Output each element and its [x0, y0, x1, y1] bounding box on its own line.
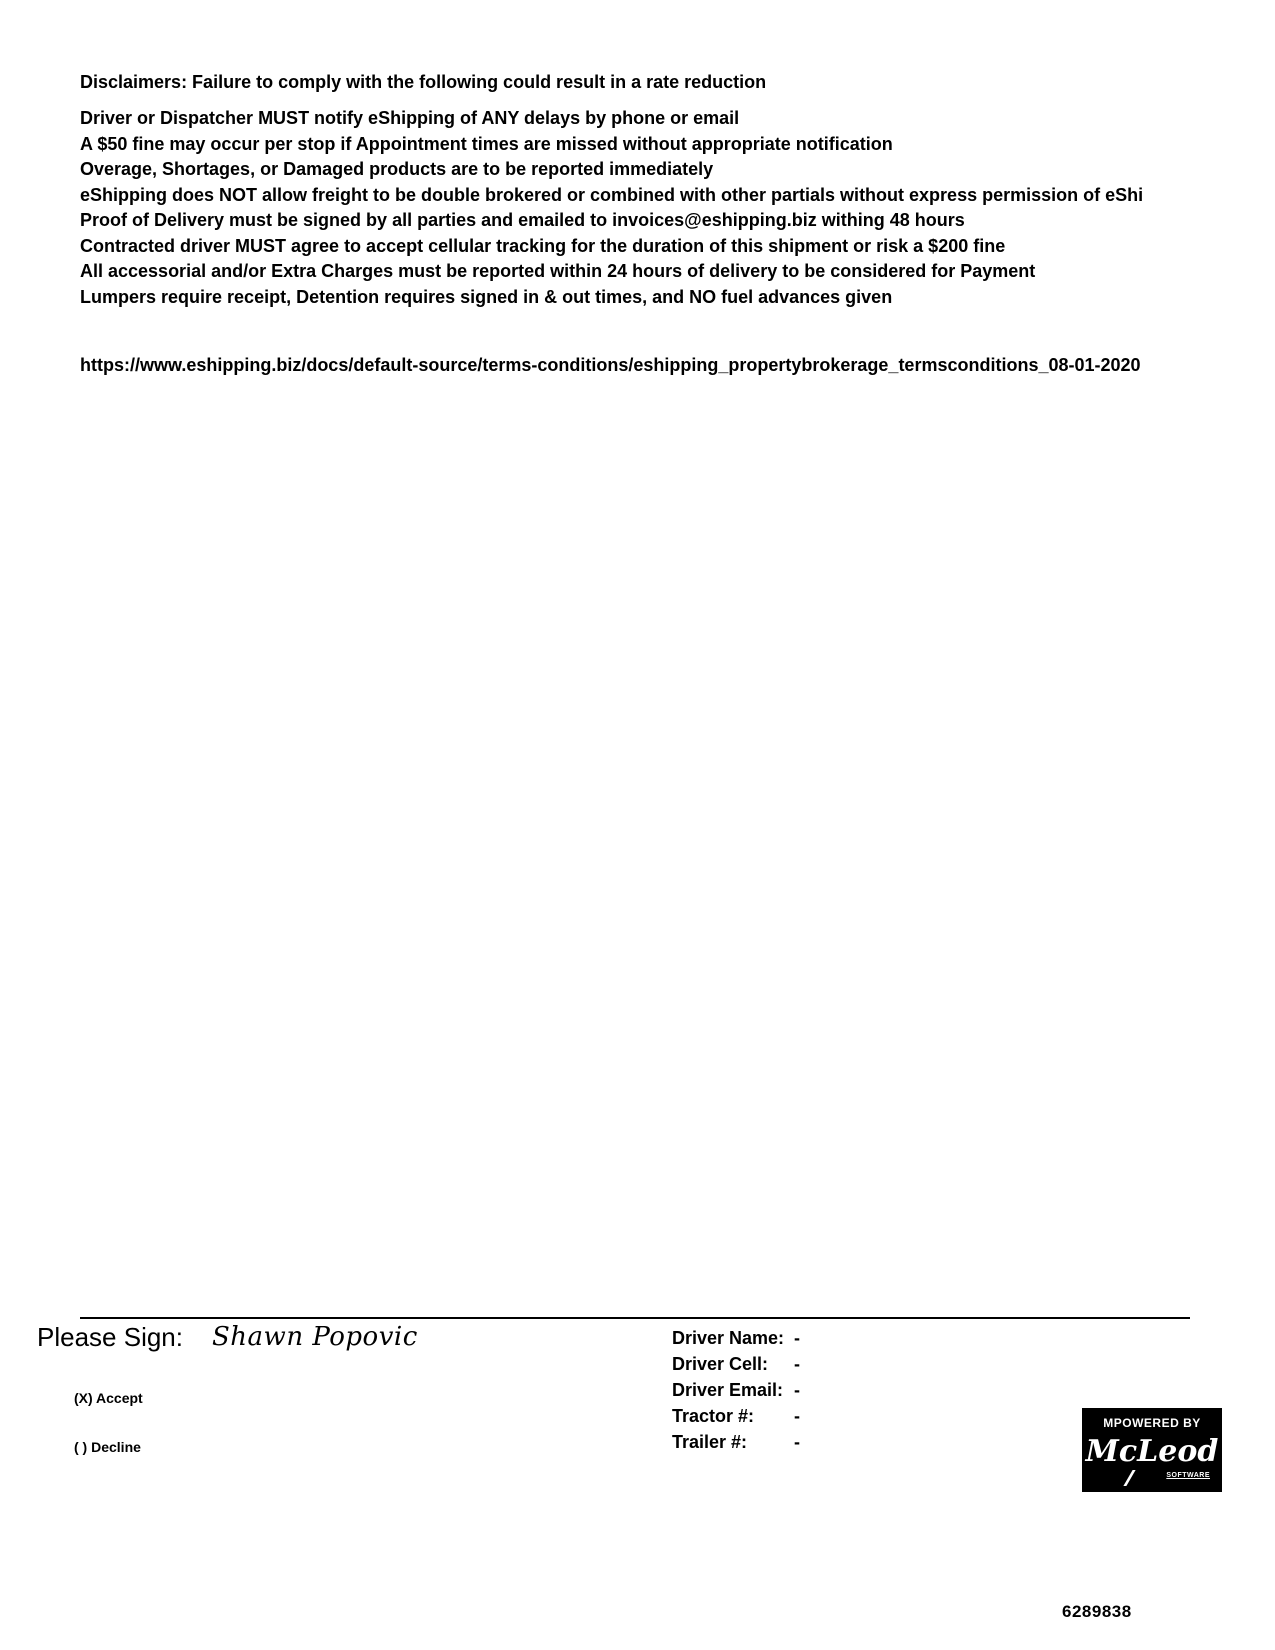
disclaimer-item: Proof of Delivery must be signed by all parties and emailed to invoices@eshipping.biz withing 48 hours — [80, 210, 965, 230]
driver-cell-label: Driver Cell: — [672, 1354, 769, 1374]
tractor-number-value: - — [794, 1406, 800, 1426]
trailer-number-label: Trailer #: — [672, 1432, 748, 1452]
disclaimer-item: Driver or Dispatcher MUST notify eShipping of ANY delays by phone or email — [80, 108, 740, 128]
logo-tagline: MPOWERED BY — [1103, 1416, 1201, 1430]
tractor-number-label: Tractor #: — [672, 1406, 755, 1426]
please-sign-label: Please Sign: — [37, 1322, 183, 1352]
disclaimer-item: Overage, Shortages, or Damaged products are to be reported immediately — [80, 159, 714, 179]
disclaimer-item: A $50 fine may occur per stop if Appointment times are missed without appropriate notification — [80, 133, 893, 154]
terms-conditions-link[interactable]: https://www.eshipping.biz/docs/default-source/terms-conditions/eshipping_propertybrokerage_termsconditions_08-01-2020 — [80, 355, 1141, 375]
driver-email-label: Driver Email: — [672, 1380, 784, 1400]
decline-option[interactable]: ( ) Decline — [74, 1439, 141, 1455]
mcleod-logo — [1082, 1408, 1222, 1492]
trailer-number-value: - — [794, 1432, 800, 1452]
disclaimer-list — [80, 106, 1275, 310]
disclaimer-item: All accessorial and/or Extra Charges must be reported within 24 hours of delivery to be considered for Payment — [80, 261, 1036, 281]
disclaimer-item: Contracted driver MUST agree to accept cellular tracking for the duration of this shipment or risk a $200 fine — [80, 235, 1006, 256]
logo-subtext: SOFTWARE — [1166, 1472, 1210, 1479]
disclaimer-item: Lumpers require receipt, Detention requires signed in & out times, and NO fuel advances given — [80, 286, 893, 307]
driver-name-value: - — [794, 1328, 800, 1348]
signature-divider — [80, 1317, 1190, 1319]
disclaimer-item: eShipping does NOT allow freight to be double brokered or combined with other partials without express permission of eShi — [80, 184, 1144, 205]
logo-slash-icon — [1123, 1470, 1135, 1486]
driver-email-value: - — [794, 1380, 800, 1400]
driver-cell-value: - — [794, 1354, 800, 1374]
accept-option[interactable]: (X) Accept — [74, 1390, 143, 1406]
logo-brand: McLeod — [1085, 1434, 1219, 1469]
document-number: 6289838 — [1062, 1602, 1132, 1621]
signature[interactable]: Shawn Popovic — [212, 1322, 418, 1352]
driver-name-label: Driver Name: — [672, 1328, 785, 1348]
disclaimers-heading: Disclaimers: Failure to comply with the following could result in a rate reduction — [80, 72, 767, 92]
